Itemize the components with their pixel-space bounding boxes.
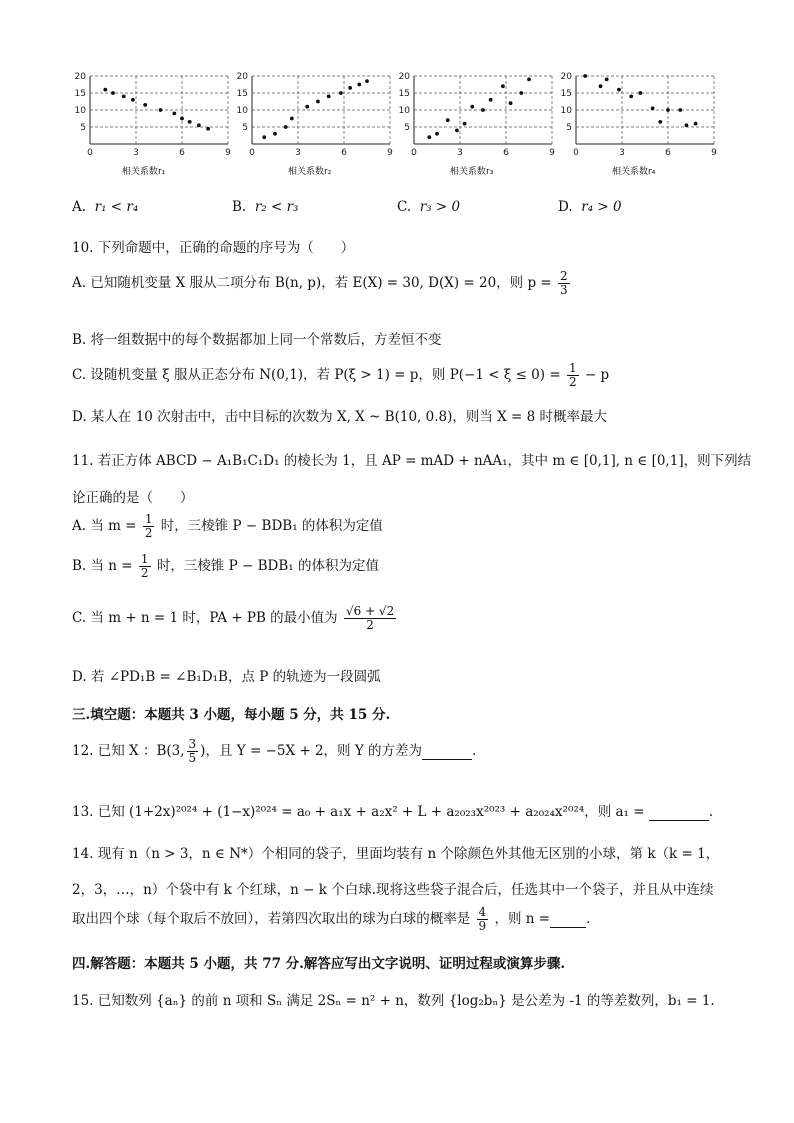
q11-option-b: B. 当 n = $\frac{1}{2}$ 时，三棱锥 P − BDB₁ 的体积为定值 — [72, 552, 379, 580]
x-tick-label: 3 — [133, 148, 139, 158]
chart-4-xlabel: 相关系数r₄ — [612, 167, 656, 177]
y-tick-label: 5 — [242, 123, 248, 133]
data-point — [131, 98, 135, 102]
y-tick-label: 10 — [236, 106, 248, 116]
x-tick-label: 9 — [387, 148, 393, 158]
data-point — [446, 118, 450, 122]
data-point — [427, 135, 431, 139]
x-tick-label: 6 — [341, 148, 347, 158]
x-tick-label: 9 — [549, 148, 555, 158]
q14-line-1: 14. 现有 n（n > 3，n ∈ N*）个相同的袋子，里面均装有 n 个除颜色外其他无区别的小球，第 k（k = 1， — [72, 846, 720, 862]
data-point — [197, 123, 201, 127]
y-tick-label: 20 — [74, 72, 86, 82]
chart-1-xlabel: 相关系数r₁ — [122, 167, 166, 177]
y-tick-label: 15 — [560, 89, 572, 99]
q12-answer-blank[interactable] — [422, 743, 472, 760]
q14-line-2: 2，3，…，n）个袋中有 k 个红球，n − k 个白球.现将这些袋子混合后，任选其中一个袋子，并且从中连续 — [72, 882, 714, 898]
q9-option-c: C. r₃ > 0 — [397, 199, 461, 215]
data-point — [489, 98, 493, 102]
y-tick-label: 5 — [80, 123, 86, 133]
q10-option-b: B. 将一组数据中的每个数据都加上同一个常数后，方差恒不变 — [72, 332, 442, 348]
data-point — [666, 108, 670, 112]
data-point — [284, 125, 288, 129]
q13: 13. 已知 (1+2x)²⁰²⁴ + (1−x)²⁰²⁴ = a₀ + a₁x + a₂x² + L + a₂₀₂₃x²⁰²³ + a₂₀₂₄x²⁰²⁴，则 a₁ = . — [72, 804, 714, 820]
data-point — [290, 117, 294, 121]
y-tick-label: 20 — [398, 72, 410, 82]
x-tick-label: 6 — [665, 148, 671, 158]
x-tick-label: 6 — [503, 148, 509, 158]
x-tick-label: 9 — [225, 148, 231, 158]
scatter-chart-3 — [394, 70, 559, 160]
data-point — [339, 91, 343, 95]
q14-line-3: 取出四个球（每个取后不放回），若第四次取出的球为白球的概率是 $\frac{4}{9}$ ，则 n = . — [72, 905, 591, 933]
data-point — [111, 91, 115, 95]
x-tick-label: 0 — [249, 148, 255, 158]
q11-stem-line-1: 11. 若正方体 ABCD − A₁B₁C₁D₁ 的棱长为 1，且 AP = mAD + nAA₁，其中 m ∈ [0,1], n ∈ [0,1]，则下列结 — [72, 453, 752, 469]
data-point — [159, 108, 163, 112]
data-point — [639, 91, 643, 95]
q10-option-a: A. 已知随机变量 X 服从二项分布 B(n, p)，若 E(X) = 30, D(X) = 20，则 p = $\frac{2}{3}$ — [72, 269, 568, 297]
y-tick-label: 5 — [404, 123, 410, 133]
data-point — [481, 108, 485, 112]
q15: 15. 已知数列 {aₙ} 的前 n 项和 Sₙ 满足 2Sₙ = n² + n，数列 {log₂bₙ} 是公差为 -1 的等差数列，b₁ = 1. — [72, 993, 715, 1009]
data-point — [651, 106, 655, 110]
data-point — [180, 117, 184, 121]
q10-stem: 10. 下列命题中，正确的命题的序号为（ ） — [72, 240, 355, 256]
data-point — [605, 78, 609, 82]
data-point — [685, 123, 689, 127]
chart-3-xlabel: 相关系数r₃ — [450, 167, 494, 177]
q10-option-c: C. 设随机变量 ξ 服从正态分布 N(0,1)，若 P(ξ > 1) = p，则 P(−1 < ξ ≤ 0) = $\frac{1}{2}$ − p — [72, 361, 610, 389]
data-point — [348, 86, 352, 90]
q9-option-b: B. r₂ < r₃ — [232, 199, 299, 215]
scatter-chart-4 — [556, 70, 721, 160]
data-point — [658, 120, 662, 124]
y-tick-label: 15 — [74, 89, 86, 99]
data-point — [463, 122, 467, 126]
data-point — [188, 120, 192, 124]
q11-option-c: C. 当 m + n = 1 时，PA + PB 的最小值为 $\frac{√6 + √2}{2}$ — [72, 604, 395, 632]
data-point — [599, 84, 603, 88]
data-point — [143, 103, 147, 107]
q10-option-d: D. 某人在 10 次射击中，击中目标的次数为 X, X ~ B(10, 0.8)，则当 X = 8 时概率最大 — [72, 409, 608, 425]
y-tick-label: 10 — [398, 106, 410, 116]
data-point — [435, 132, 439, 136]
data-point — [527, 78, 531, 82]
x-tick-label: 3 — [619, 148, 625, 158]
q11-option-d: D. 若 ∠PD₁B = ∠B₁D₁B，点 P 的轨迹为一段圆弧 — [72, 669, 381, 685]
data-point — [365, 79, 369, 83]
data-point — [455, 129, 459, 133]
x-tick-label: 6 — [179, 148, 185, 158]
data-point — [501, 84, 505, 88]
data-point — [694, 122, 698, 126]
q14-answer-blank[interactable] — [550, 911, 586, 928]
chart-2-xlabel: 相关系数r₂ — [288, 167, 332, 177]
data-point — [122, 95, 126, 99]
data-point — [327, 95, 331, 99]
q13-answer-blank[interactable] — [649, 804, 709, 821]
scatter-chart-1 — [70, 70, 235, 160]
data-point — [678, 108, 682, 112]
y-tick-label: 10 — [560, 106, 572, 116]
data-point — [583, 74, 587, 78]
x-tick-label: 3 — [457, 148, 463, 158]
data-point — [206, 127, 210, 131]
data-point — [617, 88, 621, 92]
q11-option-a: A. 当 m = $\frac{1}{2}$ 时，三棱锥 P − BDB₁ 的体积为定值 — [72, 512, 383, 540]
data-point — [357, 83, 361, 87]
x-tick-label: 0 — [573, 148, 579, 158]
data-point — [172, 112, 176, 116]
data-point — [305, 105, 309, 109]
section-3-heading: 三.填空题：本题共 3 小题，每小题 5 分，共 15 分. — [72, 707, 391, 723]
q9-option-d: D. r₄ > 0 — [558, 199, 622, 215]
y-tick-label: 20 — [560, 72, 572, 82]
y-tick-label: 10 — [74, 106, 86, 116]
q11-stem-line-2: 论正确的是（ ） — [72, 490, 194, 506]
x-tick-label: 3 — [295, 148, 301, 158]
x-tick-label: 0 — [87, 148, 93, 158]
data-point — [470, 105, 474, 109]
data-point — [316, 100, 320, 104]
y-tick-label: 20 — [236, 72, 248, 82]
data-point — [629, 95, 633, 99]
data-point — [262, 135, 266, 139]
q9-option-a: A. r₁ < r₄ — [72, 199, 139, 215]
scatter-chart-2 — [232, 70, 397, 160]
data-point — [509, 101, 513, 105]
q12: 12. 已知 X ：B(3, $\frac{3}{5}$ )，且 Y = −5X + 2，则 Y 的方差为 . — [72, 737, 477, 765]
y-tick-label: 5 — [566, 123, 572, 133]
data-point — [273, 132, 277, 136]
y-tick-label: 15 — [236, 89, 248, 99]
section-4-heading: 四.解答题：本题共 5 小题，共 77 分.解答应写出文字说明、证明过程或演算步骤. — [72, 956, 566, 972]
x-tick-label: 0 — [411, 148, 417, 158]
x-tick-label: 9 — [711, 148, 717, 158]
data-point — [519, 91, 523, 95]
data-point — [103, 88, 107, 92]
y-tick-label: 15 — [398, 89, 410, 99]
